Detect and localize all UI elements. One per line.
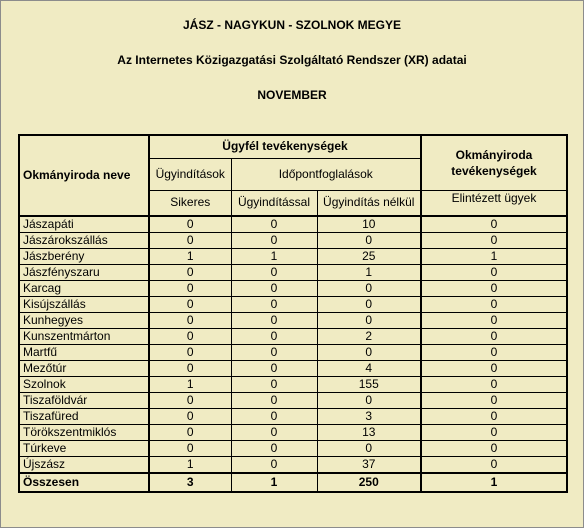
- total-label: Összesen: [19, 473, 149, 492]
- header-handled-cases: Elintézett ügyek: [421, 190, 567, 216]
- report-subtitle: Az Internetes Közigazgatási Szolgáltató Rendszer (XR) adatai: [117, 53, 467, 67]
- with-case-start-value: 0: [231, 329, 317, 345]
- successful-value: 0: [149, 345, 231, 361]
- total-handled-cases: 1: [421, 473, 567, 492]
- office-name: Jászberény: [19, 249, 149, 265]
- handled-cases-value: 0: [421, 345, 567, 361]
- without-case-start-value: 1: [317, 265, 421, 281]
- office-name: Szolnok: [19, 377, 149, 393]
- month-title: NOVEMBER: [257, 88, 327, 102]
- successful-value: 1: [149, 249, 231, 265]
- table-row: [19, 313, 567, 329]
- table-row: [19, 297, 567, 313]
- without-case-start-value: 0: [317, 393, 421, 409]
- successful-value: 0: [149, 393, 231, 409]
- with-case-start-value: 0: [231, 233, 317, 249]
- without-case-start-value: 4: [317, 361, 421, 377]
- office-name: Kisújszállás: [19, 297, 149, 313]
- without-case-start-value: 0: [317, 441, 421, 457]
- with-case-start-value: 0: [231, 265, 317, 281]
- with-case-start-value: 0: [231, 457, 317, 474]
- handled-cases-value: 0: [421, 281, 567, 297]
- total-row: [19, 473, 567, 492]
- with-case-start-value: 0: [231, 409, 317, 425]
- successful-value: 0: [149, 233, 231, 249]
- table-row: [19, 281, 567, 297]
- successful-value: 0: [149, 297, 231, 313]
- with-case-start-value: 0: [231, 377, 317, 393]
- header-successful: Sikeres: [149, 190, 231, 216]
- handled-cases-value: 1: [421, 249, 567, 265]
- handled-cases-value: 0: [421, 233, 567, 249]
- office-name: Mezőtúr: [19, 361, 149, 377]
- table-row: [19, 393, 567, 409]
- without-case-start-value: 0: [317, 233, 421, 249]
- successful-value: 0: [149, 425, 231, 441]
- successful-value: 1: [149, 377, 231, 393]
- office-name: Újszász: [19, 457, 149, 474]
- table-row: [19, 361, 567, 377]
- table-row: [19, 377, 567, 393]
- total-without-case-start: 250: [317, 473, 421, 492]
- table-row: [19, 249, 567, 265]
- county-title: JÁSZ - NAGYKUN - SZOLNOK MEGYE: [182, 18, 401, 32]
- table-row: [19, 425, 567, 441]
- successful-value: 0: [149, 265, 231, 281]
- handled-cases-value: 0: [421, 393, 567, 409]
- office-name: Tiszafüred: [19, 409, 149, 425]
- office-name: Tiszaföldvár: [19, 393, 149, 409]
- office-name: Törökszentmiklós: [19, 425, 149, 441]
- total-successful: 3: [149, 473, 231, 492]
- successful-value: 0: [149, 313, 231, 329]
- without-case-start-value: 155: [317, 377, 421, 393]
- without-case-start-value: 10: [317, 216, 421, 233]
- with-case-start-value: 0: [231, 216, 317, 233]
- without-case-start-value: 0: [317, 281, 421, 297]
- office-name: Jászapáti: [19, 216, 149, 233]
- without-case-start-value: 37: [317, 457, 421, 474]
- office-name: Karcag: [19, 281, 149, 297]
- header-without-case-start: Ügyindítás nélkül: [317, 190, 421, 216]
- without-case-start-value: 3: [317, 409, 421, 425]
- with-case-start-value: 0: [231, 361, 317, 377]
- without-case-start-value: 2: [317, 329, 421, 345]
- office-name: Túrkeve: [19, 441, 149, 457]
- with-case-start-value: 0: [231, 297, 317, 313]
- handled-cases-value: 0: [421, 425, 567, 441]
- table-row: [19, 409, 567, 425]
- handled-cases-value: 0: [421, 377, 567, 393]
- office-name: Kunszentmárton: [19, 329, 149, 345]
- table-row: [19, 265, 567, 281]
- with-case-start-value: 0: [231, 313, 317, 329]
- handled-cases-value: 0: [421, 409, 567, 425]
- table-row: [19, 441, 567, 457]
- header-with-case-start: Ügyindítással: [231, 190, 317, 216]
- handled-cases-value: 0: [421, 457, 567, 474]
- successful-value: 0: [149, 216, 231, 233]
- handled-cases-value: 0: [421, 441, 567, 457]
- handled-cases-value: 0: [421, 265, 567, 281]
- office-name: Kunhegyes: [19, 313, 149, 329]
- office-name: Martfű: [19, 345, 149, 361]
- with-case-start-value: 0: [231, 345, 317, 361]
- statistics-table: [18, 134, 568, 493]
- without-case-start-value: 0: [317, 313, 421, 329]
- table-row: [19, 216, 567, 233]
- with-case-start-value: 0: [231, 425, 317, 441]
- handled-cases-value: 0: [421, 216, 567, 233]
- header-office-name: Okmányiroda neve: [19, 135, 149, 216]
- header-client-activities: Ügyfél tevékenységek: [149, 135, 421, 158]
- with-case-start-value: 0: [231, 281, 317, 297]
- office-name: Jászfényszaru: [19, 265, 149, 281]
- with-case-start-value: 0: [231, 441, 317, 457]
- without-case-start-value: 0: [317, 297, 421, 313]
- successful-value: 0: [149, 361, 231, 377]
- successful-value: 0: [149, 281, 231, 297]
- successful-value: 1: [149, 457, 231, 474]
- successful-value: 0: [149, 409, 231, 425]
- total-with-case-start: 1: [231, 473, 317, 492]
- header-case-starts: Ügyindítások: [149, 158, 231, 190]
- table-row: [19, 329, 567, 345]
- handled-cases-value: 0: [421, 313, 567, 329]
- without-case-start-value: 13: [317, 425, 421, 441]
- successful-value: 0: [149, 441, 231, 457]
- with-case-start-value: 1: [231, 249, 317, 265]
- office-name: Jászárokszállás: [19, 233, 149, 249]
- header-office-activities: Okmányiroda tevékenységek: [421, 135, 567, 190]
- successful-value: 0: [149, 329, 231, 345]
- handled-cases-value: 0: [421, 361, 567, 377]
- table-row: [19, 345, 567, 361]
- header-appointments: Időpontfoglalások: [231, 158, 421, 190]
- without-case-start-value: 0: [317, 345, 421, 361]
- with-case-start-value: 0: [231, 393, 317, 409]
- without-case-start-value: 25: [317, 249, 421, 265]
- handled-cases-value: 0: [421, 329, 567, 345]
- table-row: [19, 233, 567, 249]
- table-row: [19, 457, 567, 474]
- handled-cases-value: 0: [421, 297, 567, 313]
